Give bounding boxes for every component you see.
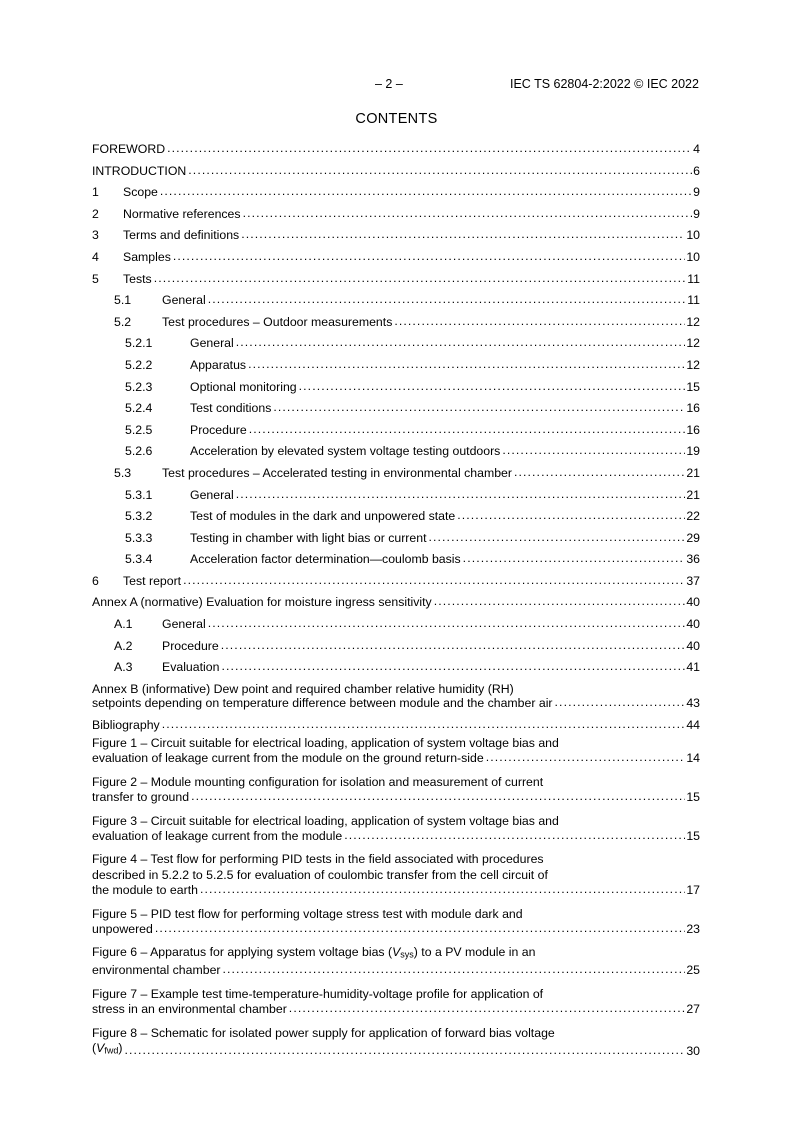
toc-entry-title: Samples [123,249,171,264]
dot-leader [154,271,687,286]
toc-entry-page: 9 [693,206,700,221]
toc-entry[interactable] [114,315,700,330]
figure-entry-page: 15 [686,829,700,844]
dot-leader [208,616,686,631]
dot-leader [243,206,693,221]
figure-caption-line: transfer to ground [92,790,190,805]
toc-entry-title: General [162,293,206,308]
toc-entry-number: 5.2.1 [125,336,153,351]
toc-entry[interactable] [92,228,700,243]
toc-entry-number: 5.1 [114,293,132,308]
toc-entry-title: Test of modules in the dark and unpowered state [190,509,456,524]
toc-entry-title: Tests [123,271,152,286]
dot-leader [160,184,692,199]
toc-entry[interactable] [92,574,700,589]
toc-entry[interactable] [125,358,700,373]
figure-caption-line: Figure 5 – PID test flow for performing voltage stress test with module dark and [92,906,523,921]
toc-entry-title: Test conditions [190,401,272,416]
toc-entry-page: 9 [693,185,700,200]
toc-entry-page: 10 [686,249,700,264]
figure-list-entry[interactable] [92,775,700,806]
dot-leader [200,882,685,897]
toc-entry[interactable] [92,142,700,157]
toc-entry-page: 22 [686,509,700,524]
dot-leader [167,141,692,156]
toc-entry-page: 29 [686,530,700,545]
figure-caption-line: Figure 3 – Circuit suitable for electrical loading, application of system voltage bias and [92,813,559,828]
dot-leader [457,508,685,523]
toc-entry-page: 11 [687,293,700,308]
toc-entry-title: Test report [123,573,182,588]
dot-leader [428,530,685,545]
toc-entry[interactable] [114,639,700,654]
dot-leader [299,379,686,394]
figure-caption-line: Figure 8 – Schematic for isolated power supply for application of forward bias voltage [92,1025,555,1040]
running-header [92,76,700,92]
toc-entry-title: General [190,336,234,351]
dot-leader [124,1043,685,1058]
toc-entry-title: Normative references [123,206,241,221]
toc-entry-number: 5.3.3 [125,530,153,545]
toc-entry-title: Optional monitoring [190,379,297,394]
toc-entry[interactable] [125,531,700,546]
dot-leader [486,750,686,765]
dot-leader [434,594,686,609]
figure-list [92,736,700,1067]
toc-entry-title: Acceleration factor determination—coulomb basis [190,552,461,567]
dot-leader [555,695,686,710]
figure-caption-line: Figure 1 – Circuit suitable for electrical loading, application of system voltage bias and [92,736,559,750]
figure-list-entry[interactable] [92,852,700,898]
toc-entry-page: 21 [686,465,700,480]
dot-leader [173,249,685,264]
toc-entry-number: 2 [92,206,99,221]
dot-leader [221,638,686,653]
toc-entry-title: Test procedures – Outdoor measurements [162,314,393,329]
figure-list-entry[interactable] [92,945,700,978]
document-reference: IEC TS 62804-2:2022 © IEC 2022 [510,77,699,91]
toc-entry[interactable] [92,164,700,179]
dot-leader [236,487,686,502]
dot-leader [273,400,685,415]
toc-entry[interactable] [92,250,700,265]
figure-caption-line: environmental chamber [92,963,221,978]
toc-entry-title: Apparatus [190,357,247,372]
toc-entry[interactable] [125,552,700,567]
toc-entry-page: 16 [686,401,700,416]
toc-entry-title: INTRODUCTION [92,163,187,178]
toc-entry-page: 36 [686,552,700,567]
toc-entry[interactable] [125,509,700,524]
dot-leader [241,227,685,242]
toc-entry-number: 5.2 [114,314,132,329]
toc-entry-page: 12 [686,314,700,329]
figure-entry-page: 15 [686,790,700,805]
toc-entry-number: 5.2.6 [125,444,153,459]
dot-leader [344,828,685,843]
figure-list-entry[interactable] [92,987,700,1018]
toc-entry-page: 44 [686,718,700,733]
figure-caption-line: evaluation of leakage current from the module [92,829,343,844]
toc-entry-page: 12 [686,336,700,351]
toc-entry-page: 41 [686,660,700,675]
toc-entry[interactable] [125,401,700,416]
toc-entry-title: Bibliography [92,718,160,733]
toc-entry-number: 5.2.3 [125,379,153,394]
toc-entry-number: 5 [92,271,99,286]
toc-entry-page: 21 [686,487,700,502]
figure-entry-page: 27 [686,1002,700,1017]
toc-entry-title: Scope [123,185,158,200]
toc-entry[interactable] [125,423,700,438]
toc-entry-number: 5.2.2 [125,357,153,372]
toc-entry-bibliography[interactable] [92,718,700,733]
figure-caption-line: Figure 4 – Test flow for performing PID tests in the field associated with procedures [92,852,544,867]
figure-entry-page: 17 [686,883,700,898]
toc-entry[interactable] [92,272,700,287]
figure-list-entry[interactable] [92,736,700,767]
figure-list-entry[interactable] [92,1026,700,1059]
toc-entry-title: Procedure [190,422,247,437]
dot-leader [394,314,685,329]
toc-entry-page: 40 [686,638,700,653]
toc-entry[interactable] [114,466,700,481]
dot-leader [236,335,686,350]
figure-caption-line: described in 5.2.2 to 5.2.5 for evaluation of coulombic transfer from the cell circuit of [92,867,548,882]
dot-leader [183,573,685,588]
figure-list-entry[interactable] [92,814,700,845]
toc-entry-page: 40 [686,595,700,610]
dot-leader [249,422,686,437]
dot-leader [191,789,685,804]
toc-entry-page: 15 [686,379,700,394]
toc-entry-title-line: Annex B (informative) Dew point and required chamber relative humidity (RH) [92,681,514,696]
figure-caption-line: Figure 6 – Apparatus for applying system voltage bias (Vsys) to a PV module in an [92,945,536,961]
toc-entry-number: 5.2.4 [125,401,153,416]
dot-leader [221,659,685,674]
toc-entry-page: 4 [693,142,700,156]
toc-entry-page: 10 [686,228,700,243]
toc-entry[interactable] [92,207,700,222]
dot-leader [463,551,686,566]
toc-entry[interactable] [125,380,700,395]
toc-entry-number: 3 [92,228,99,243]
figure-caption-line: evaluation of leakage current from the module on the ground return-side [92,751,484,766]
toc-entry-number: A.3 [114,660,133,675]
dot-leader [248,357,685,372]
toc-entry-page: 12 [686,357,700,372]
toc-entry-title: General [190,487,234,502]
toc-entry-page: 11 [687,271,700,286]
toc-entry-title: Annex A (normative) Evaluation for moisture ingress sensitivity [92,595,432,610]
toc-entry[interactable] [92,595,700,610]
figure-caption-line: unpowered [92,922,153,937]
figure-caption-line: Figure 2 – Module mounting configuration for isolation and measurement of current [92,774,544,789]
toc-entry-title-line: setpoints depending on temperature difference between module and the chamber air [92,696,553,711]
figure-entry-page: 30 [686,1043,700,1058]
page-title: CONTENTS [355,111,438,127]
dot-leader [223,962,686,977]
toc-entry-number: 6 [92,573,99,588]
page-number-marker: – 2 – [375,77,403,91]
toc-entry-title: General [162,617,206,632]
toc-entry-title: Terms and definitions [123,228,240,243]
toc-entry-number: A.1 [114,617,133,632]
toc-entry-number: 5.3.4 [125,552,153,567]
toc-entry-annex-b[interactable] [92,682,700,711]
dot-leader [208,292,686,307]
toc-entry[interactable] [114,660,700,675]
figure-caption-line: Figure 7 – Example test time-temperature-humidity-voltage profile for application of [92,986,544,1001]
toc-entry-number: 5.3.1 [125,487,153,502]
toc-entry-number: 5.3.2 [125,509,153,524]
toc-entry-page: 40 [686,617,700,632]
figure-list-entry[interactable] [92,907,700,938]
dot-leader [289,1001,686,1016]
dot-leader [514,465,685,480]
dot-leader [502,443,685,458]
dot-leader [155,921,685,936]
toc-entry-title: Procedure [162,638,219,653]
dot-leader [162,717,686,732]
toc-entry[interactable] [125,444,700,459]
toc-entry-page: 19 [686,444,700,459]
toc-entry-title: Testing in chamber with light bias or current [190,530,427,545]
toc-entry-page: 16 [686,422,700,437]
figure-caption-line: the module to earth [92,883,198,898]
table-of-contents [92,142,700,740]
toc-entry-number: 4 [92,249,99,264]
toc-entry-number: 1 [92,185,99,200]
figure-entry-page: 14 [686,751,700,766]
figure-entry-page: 25 [686,963,700,978]
figure-caption-line: (Vfwd) [92,1041,123,1056]
dot-leader [188,163,692,178]
toc-entry-title: Acceleration by elevated system voltage testing outdoors [190,444,501,459]
toc-entry-number: 5.2.5 [125,422,153,437]
toc-entry-title: Test procedures – Accelerated testing in environmental chamber [162,465,512,480]
figure-caption-line: stress in an environmental chamber [92,1002,287,1017]
toc-entry[interactable] [125,488,700,503]
toc-entry-page: 43 [686,696,700,711]
toc-entry[interactable] [92,185,700,200]
toc-entry-number: A.2 [114,638,133,653]
toc-entry-page: 6 [693,163,700,178]
toc-entry-number: 5.3 [114,465,132,480]
toc-entry[interactable] [125,336,700,351]
figure-entry-page: 23 [686,922,700,937]
toc-entry[interactable] [114,293,700,308]
toc-entry[interactable] [114,617,700,632]
toc-entry-title: Evaluation [162,660,220,675]
toc-entry-page: 37 [686,573,700,588]
toc-entry-title: FOREWORD [92,142,166,156]
